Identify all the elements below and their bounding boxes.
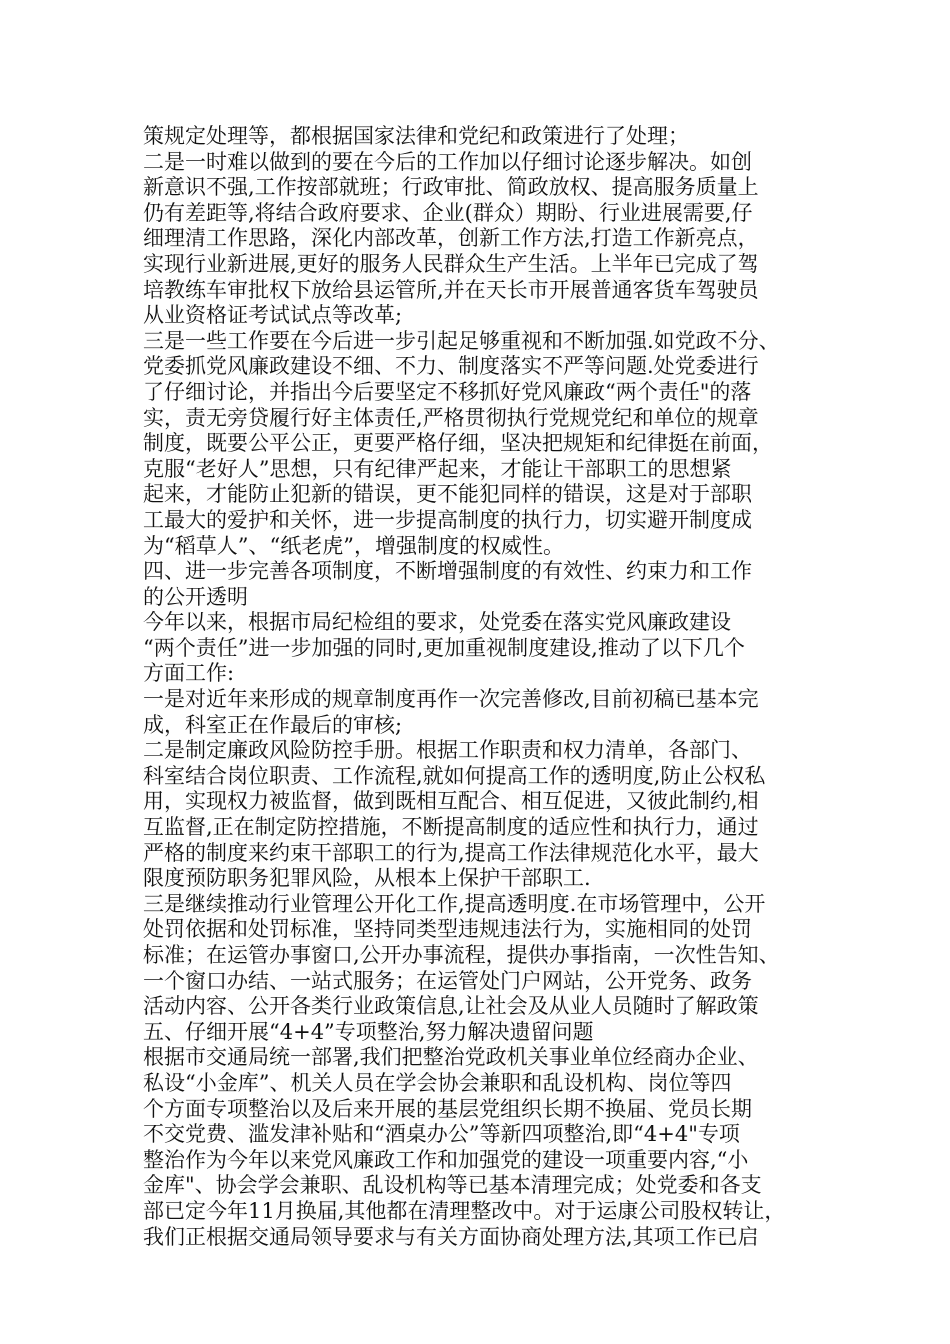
text-line: 仍有差距等,将结合政府要求、企业(群众）期盼、行业进展需要,仔 bbox=[143, 200, 753, 225]
text-line: 一是对近年来形成的规章制度再作一次完善修改,目前初稿已基本完 bbox=[143, 687, 759, 712]
text-line: 了仔细讨论，并指出今后要坚定不移抓好党风廉政“两个责任"的落 bbox=[143, 379, 752, 404]
text-line: 三是一些工作要在今后进一步引起足够重视和不断加强.如党政不分、 bbox=[143, 328, 780, 353]
section-heading: 五、仔细开展“4+4”专项整治,努力解决遗留问题 bbox=[143, 1019, 594, 1044]
text-line: 个方面专项整治以及后来开展的基层党组织长期不换届、党员长期 bbox=[143, 1096, 752, 1121]
text-line: 实现行业新进展,更好的服务人民群众生产生活。上半年已完成了驾 bbox=[143, 251, 759, 276]
text-line: 实，责无旁贷履行好主体责任,严格贯彻执行党规党纪和单位的规章 bbox=[143, 405, 759, 430]
text-line: “两个责任”进一步加强的同时,更加重视制度建设,推动了以下几个 bbox=[143, 635, 745, 660]
text-line: 活动内容、公开各类行业政策信息,让社会及从业人员随时了解政策 bbox=[143, 994, 759, 1019]
text-line: 我们正根据交通局领导要求与有关方面协商处理方法,其项工作已启 bbox=[143, 1224, 759, 1249]
text-line: 制度，既要公平公正，更要严格仔细，坚决把规矩和纪律挺在前面， bbox=[143, 431, 773, 456]
text-line: 部已定今年11月换届,其他都在清理整改中。对于运康公司股权转让， bbox=[143, 1198, 786, 1223]
text-line: 党委抓党风廉政建设不细、不力、制度落实不严等问题.处党委进行 bbox=[143, 354, 759, 379]
section-heading: 的公开透明 bbox=[143, 584, 248, 609]
text-line: 一个窗口办结、一站式服务；在运管处门户网站，公开党务、政务 bbox=[143, 968, 752, 993]
text-line: 私设“小金库”、机关人员在学会协会兼职和乱设机构、岗位等四 bbox=[143, 1070, 732, 1095]
text-line: 成，科室正在作最后的审核; bbox=[143, 712, 403, 737]
text-line: 策规定处理等，都根据国家法律和党纪和政策进行了处理； bbox=[143, 124, 689, 148]
text-line: 起来，才能防止犯新的错误，更不能犯同样的错误，这是对于部职 bbox=[143, 482, 752, 507]
document-body bbox=[143, 124, 823, 1250]
text-line: 限度预防职务犯罪风险，从根本上保护干部职工. bbox=[143, 866, 591, 891]
text-line: 新意识不强,工作按部就班；行政审批、简政放权、提高服务质量上 bbox=[143, 175, 759, 200]
text-line: 从业资格证考试试点等改革; bbox=[143, 303, 403, 328]
text-line: 互监督,正在制定防控措施，不断提高制度的适应性和执行力，通过 bbox=[143, 815, 759, 840]
text-line: 二是一时难以做到的要在今后的工作加以仔细讨论逐步解决。如创 bbox=[143, 149, 752, 174]
text-line: 克服“老好人”思想，只有纪律严起来，才能让干部职工的思想紧 bbox=[143, 456, 732, 481]
text-line: 三是继续推动行业管理公开化工作,提高透明度.在市场管理中，公开 bbox=[143, 891, 766, 916]
text-line: 整治作为今年以来党风廉政工作和加强党的建设一项重要内容,“小 bbox=[143, 1147, 749, 1172]
text-line: 标准；在运管办事窗口,公开办事流程，提供办事指南，一次性告知、 bbox=[143, 943, 780, 967]
text-line: 严格的制度来约束干部职工的行为,提高工作法律规范化水平，最大 bbox=[143, 840, 759, 865]
section-heading: 四、进一步完善各项制度，不断增强制度的有效性、约束力和工作 bbox=[143, 559, 752, 584]
text-line: 今年以来，根据市局纪检组的要求，处党委在落实党风廉政建设 bbox=[143, 610, 731, 635]
text-line: 二是制定廉政风险防控手册。根据工作职责和权力清单，各部门、 bbox=[143, 738, 752, 763]
text-line: 细理清工作思路，深化内部改革，创新工作方法,打造工作新亮点， bbox=[143, 226, 759, 251]
text-line: 方面工作: bbox=[143, 661, 235, 686]
text-line: 不交党费、滥发津补贴和“酒桌办公”等新四项整治,即“4+4"专项 bbox=[143, 1122, 740, 1147]
text-line: 金库"、协会学会兼职、乱设机构等已基本清理完成；处党委和各支 bbox=[143, 1173, 762, 1198]
text-line: 培教练车审批权下放给县运管所,并在天长市开展普通客货车驾驶员 bbox=[143, 277, 759, 302]
text-line: 根据市交通局统一部署,我们把整治党政机关事业单位经商办企业、 bbox=[143, 1045, 759, 1070]
text-line: 用，实现权力被监督，做到既相互配合、相互促进，又彼此制约,相 bbox=[143, 789, 759, 814]
text-line: 工最大的爱护和关怀，进一步提高制度的执行力，切实避开制度成 bbox=[143, 507, 752, 532]
text-line: 科室结合岗位职责、工作流程,就如何提高工作的透明度,防止公权私 bbox=[143, 763, 766, 788]
text-line: 为“稻草人”、“纸老虎”，增强制度的权威性。 bbox=[143, 533, 564, 558]
text-line: 处罚依据和处罚标准，坚持同类型违规违法行为，实施相同的处罚 bbox=[143, 917, 752, 942]
